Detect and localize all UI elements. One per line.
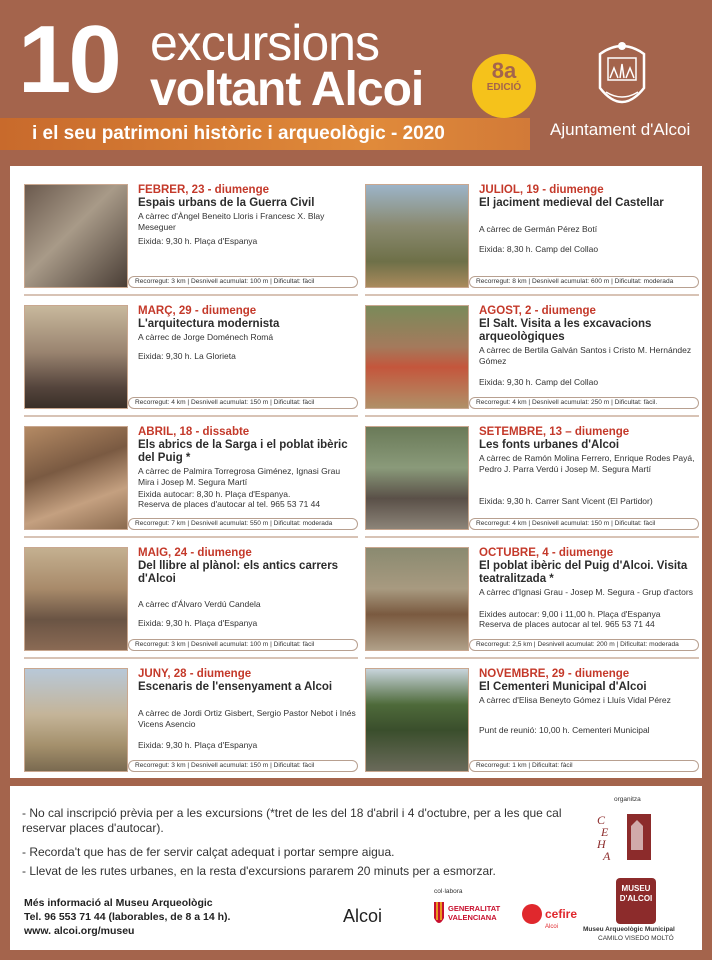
excursion-route: Recorregut: 3 km | Desnivell acumulat: 100 m | Dificultat: fàcil <box>128 639 358 651</box>
note-breakfast: - Llevat de les rutes urbanes, en la resta d'excursions pararem 20 minuts per a esmorzar. <box>22 864 496 878</box>
excursion-departure: Eixida: 9,30 h. La Glorieta <box>138 351 236 361</box>
excursion-departure: Eixida: 9,30 h. Plaça d'Espanya <box>138 236 258 246</box>
excursion-date: NOVEMBRE, 29 - diumenge <box>479 668 630 680</box>
excursion-departure: Eixida: 9,30 h. Plaça d'Espanya <box>138 618 258 628</box>
excursion-date: MARÇ, 29 - diumenge <box>138 305 257 317</box>
svg-text:A: A <box>603 849 611 863</box>
excursion-departure: Eixida: 9,30 h. Carrer Sant Vicent (El Partidor) <box>479 496 653 506</box>
excursion-date: JULIOL, 19 - diumenge <box>479 184 604 196</box>
museu-logo: MUSEU D'ALCOI <box>616 878 656 924</box>
excursion-title: Del llibre al plànol: els antics carrers d'Alcoi <box>138 560 339 585</box>
contact-museum: Més informació al Museu Arqueològic <box>24 897 213 909</box>
photo-school-building <box>24 668 128 772</box>
cechhla-logo-icon <box>593 810 653 866</box>
generalitat-logo <box>432 900 512 930</box>
excursion-card-jul <box>365 182 699 300</box>
number-ten: 10 <box>18 6 119 113</box>
excursion-guide: A càrrec de Palmira Torregrosa Giménez, Ignasi Grau Mira i Josep M. Segura Martí <box>138 466 341 487</box>
excursion-guide: A càrrec d'Àngel Beneito Lloris i Francesc X. Blay Meseguer <box>138 211 325 232</box>
cefire-text: cefire <box>545 907 578 921</box>
excursion-route: Recorregut: 4 km | Desnivell acumulat: 150 m | Dificultat: fàcil <box>469 518 699 530</box>
excursion-departure: Eixida autocar: 8,30 h. Plaça d'Espanya. <box>138 489 291 499</box>
museu-name: Museu Arqueològic Municipal <box>583 926 675 933</box>
excursion-route: Recorregut: 2,5 km | Desnivell acumulat: 200 m | Dificultat: moderada <box>469 639 699 651</box>
subtitle: i el seu patrimoni històric i arqueològic - 2020 <box>32 123 445 144</box>
contact-phone: Tel. 96 553 71 44 (laborables, de 8 a 14 h). <box>24 911 231 923</box>
excursion-guide: A càrrec de Germán Pérez Botí <box>479 224 598 234</box>
excursion-card-nov <box>365 666 699 784</box>
photo-excavation <box>365 305 469 409</box>
title-line-2: voltant Alcoi <box>150 63 424 116</box>
generalitat-emblem-icon <box>432 900 446 928</box>
cefire-circle-icon <box>522 904 542 924</box>
excursion-date: MAIG, 24 - diumenge <box>138 547 252 559</box>
excursion-guide: A càrrec de Jorge Doménech Romá <box>138 332 274 342</box>
excursion-booking: Reserva de places autocar al tel. 965 53 71 44 <box>479 619 655 629</box>
excursion-card-apr <box>24 424 358 542</box>
excursion-date: FEBRER, 23 - diumenge <box>138 184 269 196</box>
note-footwear: - Recorda't que has de fer servir calçat adequat i portar sempre aigua. <box>22 845 395 859</box>
edition-label: EDICIÓ <box>486 82 522 93</box>
excursion-route: Recorregut: 8 km | Desnivell acumulat: 600 m | Dificultat: moderada <box>469 276 699 288</box>
excursion-departure: Eixida: 8,30 h. Camp del Collao <box>479 244 599 254</box>
generalitat-line1: GENERALITAT <box>448 904 501 913</box>
excursion-title: El Salt. Visita a les excavacions arqueològiques <box>479 318 652 343</box>
excursion-card-mar <box>24 303 358 421</box>
excursion-title: Espais urbans de la Guerra Civil <box>138 197 315 209</box>
svg-text:C: C <box>597 813 606 827</box>
excursion-title: El jaciment medieval del Castellar <box>479 197 664 209</box>
excursion-card-oct <box>365 545 699 663</box>
council-name: Ajuntament d'Alcoi <box>550 120 691 139</box>
excursion-card-feb <box>24 182 358 300</box>
separator <box>365 657 699 659</box>
excursion-card-aug <box>365 303 699 421</box>
note-registration: - No cal inscripció prèvia per a les excursions (*tret de les del 18 d'abril i 4 d'octubre, per a les que cal reservar places d'autocar). <box>22 806 562 835</box>
edition-number: 8a <box>491 58 517 83</box>
excursions-panel <box>10 166 702 778</box>
excursion-date: ABRIL, 18 - dissabte <box>138 426 250 438</box>
title-line-1: excursions <box>150 15 379 71</box>
info-footer <box>10 786 702 950</box>
separator <box>365 415 699 417</box>
excursion-departure: Eixida: 9,30 h. Plaça d'Espanya <box>138 740 258 750</box>
separator <box>365 294 699 296</box>
excursion-guide: A càrrec de Jordi Ortiz Gisbert, Sergio Pastor Nebot i Inés Vicens Asencio <box>138 708 356 729</box>
excursion-departure: Punt de reunió: 10,00 h. Cementeri Municipal <box>479 725 650 735</box>
excursion-guide: A càrrec d'Álvaro Verdú Candela <box>138 599 261 609</box>
alcoi-logo-text: Alcoi <box>343 906 383 926</box>
photo-sarga-shelter <box>24 426 128 530</box>
photo-castellar <box>365 184 469 288</box>
excursion-date: AGOST, 2 - diumenge <box>479 305 596 317</box>
organitza-label: organitza <box>614 796 641 803</box>
photo-old-streets <box>24 547 128 651</box>
cefire-logo <box>522 904 577 930</box>
excursion-route: Recorregut: 3 km | Desnivell acumulat: 150 m | Dificultat: fàcil <box>128 760 358 772</box>
excursion-card-jun <box>24 666 358 784</box>
svg-text:H: H <box>597 837 606 851</box>
excursion-guide: A càrrec d'Ignasi Grau - Josep M. Segura - Grup d'actors <box>479 587 693 597</box>
excursion-title: Les fonts urbanes d'Alcoi <box>479 439 620 451</box>
excursion-route: Recorregut: 7 km | Desnivell acumulat: 550 m | Dificultat: moderada <box>128 518 358 530</box>
contact-website[interactable]: www. alcoi.org/museu <box>24 925 135 937</box>
excursion-guide: A càrrec d'Elisa Beneyto Gómez i Lluís Vidal Pérez <box>479 695 671 705</box>
excursion-route: Recorregut: 4 km | Desnivell acumulat: 250 m | Dificultat: fàcil. <box>469 397 699 409</box>
excursion-route: Recorregut: 4 km | Desnivell acumulat: 150 m | Dificultat: fàcil <box>128 397 358 409</box>
photo-fountain <box>365 426 469 530</box>
separator <box>24 415 358 417</box>
photo-cemetery <box>365 668 469 772</box>
excursion-card-sep <box>365 424 699 542</box>
excursion-route: Recorregut: 1 km | Dificultat: fàcil <box>469 760 699 772</box>
excursion-card-may <box>24 545 358 663</box>
city-crest-icon <box>590 36 654 116</box>
separator <box>24 657 358 659</box>
poster-header <box>0 0 712 165</box>
excursion-booking: Reserva de places d'autocar al tel. 965 53 71 44 <box>138 499 321 509</box>
excursion-date: JUNY, 28 - diumenge <box>138 668 252 680</box>
photo-tunnel <box>24 184 128 288</box>
excursion-guide: A càrrec de Bertila Galván Santos i Cristo M. Hernández Gómez <box>479 345 692 366</box>
excursion-departure: Eixides autocar: 9,00 i 11,00 h. Plaça d'Espanya <box>479 609 661 619</box>
edition-badge <box>472 54 536 118</box>
separator <box>365 536 699 538</box>
alcoi-logo <box>343 906 382 927</box>
svg-text:E: E <box>601 825 609 839</box>
separator <box>24 294 358 296</box>
separator <box>24 536 358 538</box>
excursion-title: El poblat ibèric del Puig d'Alcoi. Visita teatralitzada * <box>479 560 688 585</box>
cefire-subtext: Alcoi <box>545 924 559 930</box>
photo-theatre-visit <box>365 547 469 651</box>
photo-modernist-street <box>24 305 128 409</box>
excursion-departure: Eixida: 9,30 h. Camp del Collao <box>479 377 599 387</box>
collabora-label: col·labora <box>434 888 463 895</box>
excursion-title: Escenaris de l'ensenyament a Alcoi <box>138 681 333 693</box>
excursion-date: OCTUBRE, 4 - diumenge <box>479 547 614 559</box>
excursion-title: El Cementeri Municipal d'Alcoi <box>479 681 647 693</box>
museu-founder: CAMILO VISEDO MOLTÓ <box>598 935 674 942</box>
excursion-route: Recorregut: 3 km | Desnivell acumulat: 100 m | Dificultat: fàcil <box>128 276 358 288</box>
generalitat-line2: VALENCIANA <box>448 913 497 922</box>
excursion-date: SETEMBRE, 13 – diumenge <box>479 426 630 438</box>
excursion-title: L'arquitectura modernista <box>138 318 280 330</box>
excursion-title: Els abrics de la Sarga i el poblat ibèric del Puig * <box>138 439 348 464</box>
excursion-guide: A càrrec de Ramón Molina Ferrero, Enrique Rodes Payá, Pedro J. Parra Verdú i Josep M. Segura Martí <box>479 453 695 474</box>
